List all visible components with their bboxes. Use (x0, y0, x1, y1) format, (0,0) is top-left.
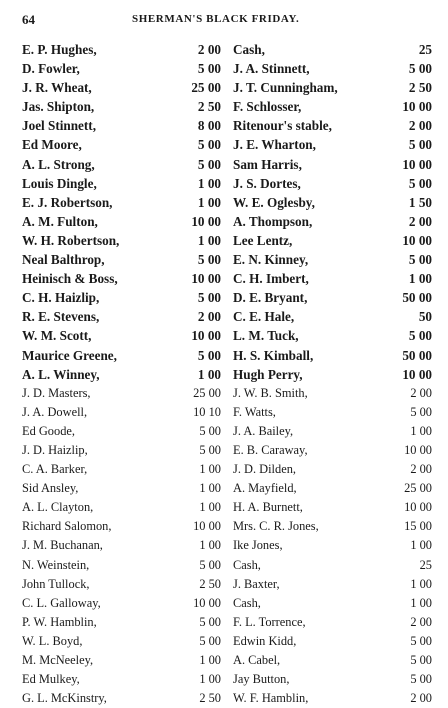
donor-name-right: H. S. Kimball, (233, 347, 314, 363)
donor-name-left: A. M. Fulton, (22, 213, 98, 229)
donation-amount-right: 5 00 (410, 653, 432, 667)
donor-name-right: Cash, (233, 42, 265, 57)
running-head: SHERMAN'S BLACK FRIDAY. (132, 13, 300, 25)
donor-name-left: Neal Balthrop, (22, 252, 105, 268)
donation-amount-left: 2 50 (199, 691, 221, 706)
donor-name-left: C. L. Galloway, (22, 595, 101, 610)
list-row (22, 135, 432, 154)
list-row (22, 422, 432, 441)
donor-name-right: L. M. Tuck, (233, 328, 299, 344)
donation-amount-right: 1 00 (410, 576, 432, 591)
donor-name-right: A. Cabel, (233, 653, 281, 667)
donor-name-left: N. Weinstein, (22, 557, 90, 572)
donor-name-left: Ed Mulkey, (22, 672, 80, 687)
donation-amount-right: 5 00 (408, 252, 432, 268)
list-row (22, 193, 432, 212)
donor-name-left: Joel Stinnett, (22, 118, 96, 134)
donation-amount-right: 25 (418, 42, 432, 57)
list-row (22, 556, 432, 575)
donation-amount-right: 2 00 (410, 691, 432, 706)
list-row (22, 517, 432, 536)
list-row (22, 498, 432, 517)
list-row (22, 632, 432, 651)
donor-name-right: Lee Lentz, (233, 232, 293, 248)
list-row (22, 307, 432, 326)
donor-name-left: W. M. Scott, (22, 328, 92, 344)
list-row (22, 479, 432, 498)
donor-name-left: R. E. Stevens, (22, 309, 100, 325)
donor-name-right: Mrs. C. R. Jones, (233, 519, 319, 534)
donor-name-left: John Tullock, (22, 576, 90, 591)
donor-name-left: C. H. Haizlip, (22, 290, 100, 306)
list-row (22, 575, 432, 594)
donor-name-left: G. L. McKinstry, (22, 691, 107, 706)
donation-amount-left: 1 00 (199, 481, 221, 496)
donation-amount-left: 1 00 (199, 672, 221, 687)
donation-amount-right: 10 00 (404, 442, 432, 457)
donor-name-left: E. J. Robertson, (22, 194, 113, 210)
donation-amount-left: 5 00 (199, 423, 221, 438)
donor-name-left: J. M. Buchanan, (22, 538, 103, 553)
donor-name-left: C. A. Barker, (22, 462, 88, 477)
donation-amount-left: 10 00 (193, 595, 221, 610)
donation-amount-left: 5 00 (197, 290, 221, 306)
donor-name-left: Heinisch & Boss, (22, 271, 118, 287)
donation-amount-right: 5 00 (410, 672, 432, 687)
donation-amount-right: 2 00 (410, 462, 432, 477)
donation-amount-right: 1 00 (410, 595, 432, 610)
list-row (22, 250, 432, 269)
donor-name-left: J. D. Masters, (22, 385, 91, 400)
donation-amount-left: 1 00 (197, 194, 221, 210)
donor-name-left: P. W. Hamblin, (22, 614, 97, 629)
donation-amount-right: 1 50 (408, 194, 432, 210)
donation-amount-left: 2 00 (197, 309, 221, 325)
donation-amount-right: 25 00 (404, 481, 432, 496)
donation-amount-left: 8 00 (197, 118, 221, 134)
donation-amount-right: 1 00 (410, 538, 432, 553)
donation-amount-right: 5 00 (410, 404, 432, 419)
donation-amount-right: 5 00 (408, 137, 432, 153)
list-row (22, 536, 432, 555)
donor-name-right: J. D. Dilden, (233, 462, 296, 477)
donation-amount-left: 1 00 (199, 462, 221, 477)
donation-amount-left: 10 10 (193, 404, 221, 419)
list-row (22, 403, 432, 422)
list-row (22, 78, 432, 97)
donor-name-right: Ritenour's stable, (233, 118, 332, 134)
donor-name-right: Ike Jones, (233, 538, 283, 553)
donation-amount-right: 25 (419, 557, 432, 572)
donation-amount-left: 2 00 (197, 42, 221, 57)
list-row (22, 231, 432, 250)
list-row (22, 689, 432, 708)
list-row (22, 155, 432, 174)
donation-amount-left: 2 50 (199, 576, 221, 591)
donation-amount-left: 1 00 (197, 366, 221, 382)
donor-name-right: Cash, (233, 557, 261, 572)
donation-amount-left: 10 00 (191, 271, 221, 287)
list-row (22, 59, 432, 78)
donation-amount-right: 10 00 (404, 500, 432, 515)
donor-name-left: Sid Ansley, (22, 481, 79, 496)
donor-name-right: D. E. Bryant, (233, 290, 308, 306)
donor-name-left: Louis Dingle, (22, 175, 97, 191)
donation-amount-left: 1 00 (199, 653, 221, 667)
donor-name-right: J. Baxter, (233, 576, 280, 591)
donation-amount-left: 1 00 (197, 175, 221, 191)
donation-amount-right: 2 00 (408, 118, 432, 134)
donor-name-right: F. Watts, (233, 404, 276, 419)
list-row (22, 594, 432, 613)
donation-amount-left: 5 00 (197, 61, 221, 77)
donation-amount-right: 2 00 (410, 614, 432, 629)
donation-amount-right: 5 00 (410, 633, 432, 648)
donation-amount-left: 5 00 (197, 156, 221, 172)
donor-name-right: Jay Button, (233, 672, 290, 687)
donor-name-right: J. E. Wharton, (233, 137, 316, 153)
donation-amount-right: 2 50 (408, 80, 432, 96)
donor-name-left: D. Fowler, (22, 61, 80, 77)
list-row (22, 651, 432, 670)
donation-amount-left: 2 50 (197, 99, 221, 115)
donation-amount-left: 5 00 (197, 347, 221, 363)
donor-name-left: W. L. Boyd, (22, 633, 83, 648)
list-row (22, 441, 432, 460)
donation-amount-left: 10 00 (191, 213, 221, 229)
donation-amount-right: 50 00 (402, 347, 432, 363)
donation-amount-left: 25 00 (193, 385, 221, 400)
donor-name-left: A. L. Strong, (22, 156, 95, 172)
donation-amount-right: 10 00 (402, 366, 432, 382)
donation-amount-right: 5 00 (408, 328, 432, 344)
donor-name-right: E. B. Caraway, (233, 442, 308, 457)
list-row (22, 384, 432, 403)
donor-name-left: M. McNeeley, (22, 653, 94, 667)
donation-amount-left: 1 00 (197, 232, 221, 248)
donor-name-left: J. D. Haizlip, (22, 442, 88, 457)
donor-name-left: W. H. Robertson, (22, 232, 120, 248)
donor-name-right: J. A. Bailey, (233, 423, 294, 438)
donation-amount-right: 10 00 (402, 232, 432, 248)
donation-amount-right: 2 00 (410, 385, 432, 400)
donor-name-left: Maurice Greene, (22, 347, 117, 363)
donation-amount-right: 1 00 (408, 271, 432, 287)
list-row (22, 346, 432, 365)
list-row (22, 174, 432, 193)
donor-name-right: W. E. Oglesby, (233, 194, 315, 210)
donor-name-right: Cash, (233, 595, 261, 610)
donor-name-right: A. Mayfield, (233, 481, 297, 496)
donation-amount-left: 25 00 (191, 80, 221, 96)
donor-name-right: C. H. Imbert, (233, 271, 309, 287)
list-row (22, 365, 432, 384)
donor-name-right: F. Schlosser, (233, 99, 302, 115)
donor-name-right: Sam Harris, (233, 156, 302, 172)
donation-amount-right: 50 00 (402, 290, 432, 306)
list-row (22, 116, 432, 135)
donor-name-right: E. N. Kinney, (233, 252, 309, 268)
donor-name-left: Ed Goode, (22, 423, 75, 438)
donor-name-right: C. E. Hale, (233, 309, 295, 325)
donation-amount-right: 50 (418, 309, 432, 325)
donor-name-left: J. A. Dowell, (22, 404, 88, 419)
donation-amount-left: 1 00 (199, 538, 221, 553)
donor-name-right: A. Thompson, (233, 213, 313, 229)
donation-amount-left: 5 00 (199, 633, 221, 648)
donation-amount-left: 5 00 (199, 614, 221, 629)
list-row (22, 40, 432, 59)
donation-amount-left: 5 00 (199, 442, 221, 457)
donor-name-right: Edwin Kidd, (233, 633, 297, 648)
donor-name-left: A. L. Winney, (22, 366, 100, 382)
donor-name-left: J. R. Wheat, (22, 80, 92, 96)
donation-amount-right: 10 00 (402, 99, 432, 115)
donation-amount-right: 5 00 (408, 175, 432, 191)
donation-amount-left: 10 00 (193, 519, 221, 534)
donor-name-left: A. L. Clayton, (22, 500, 94, 515)
donor-name-left: Ed Moore, (22, 137, 82, 153)
list-row (22, 326, 432, 345)
donor-name-right: Hugh Perry, (233, 366, 303, 382)
donor-name-left: Richard Salomon, (22, 519, 112, 534)
list-row (22, 670, 432, 689)
donation-amount-left: 5 00 (197, 252, 221, 268)
list-row (22, 460, 432, 479)
page-number: 64 (22, 12, 35, 27)
list-row (22, 212, 432, 231)
donation-amount-left: 1 00 (199, 500, 221, 515)
donation-amount-right: 10 00 (402, 156, 432, 172)
donation-amount-left: 5 00 (199, 557, 221, 572)
donation-amount-left: 10 00 (191, 328, 221, 344)
list-row (22, 97, 432, 116)
donor-name-right: J. W. B. Smith, (233, 385, 308, 400)
list-row (22, 269, 432, 288)
list-row (22, 288, 432, 307)
donation-amount-right: 5 00 (408, 61, 432, 77)
donor-name-left: Jas. Shipton, (22, 99, 95, 115)
subscription-list (22, 40, 432, 708)
donor-name-right: J. A. Stinnett, (233, 61, 310, 77)
donation-amount-left: 5 00 (197, 137, 221, 153)
donor-name-right: F. L. Torrence, (233, 614, 306, 629)
donor-name-left: E. P. Hughes, (22, 42, 97, 57)
list-row (22, 613, 432, 632)
donor-name-right: H. A. Burnett, (233, 500, 303, 515)
donor-name-right: J. S. Dortes, (233, 175, 301, 191)
donor-name-right: J. T. Cunningham, (233, 80, 338, 96)
donation-amount-right: 1 00 (410, 423, 432, 438)
donor-name-right: W. F. Hamblin, (233, 691, 309, 706)
donation-amount-right: 15 00 (404, 519, 432, 534)
donation-amount-right: 2 00 (408, 213, 432, 229)
